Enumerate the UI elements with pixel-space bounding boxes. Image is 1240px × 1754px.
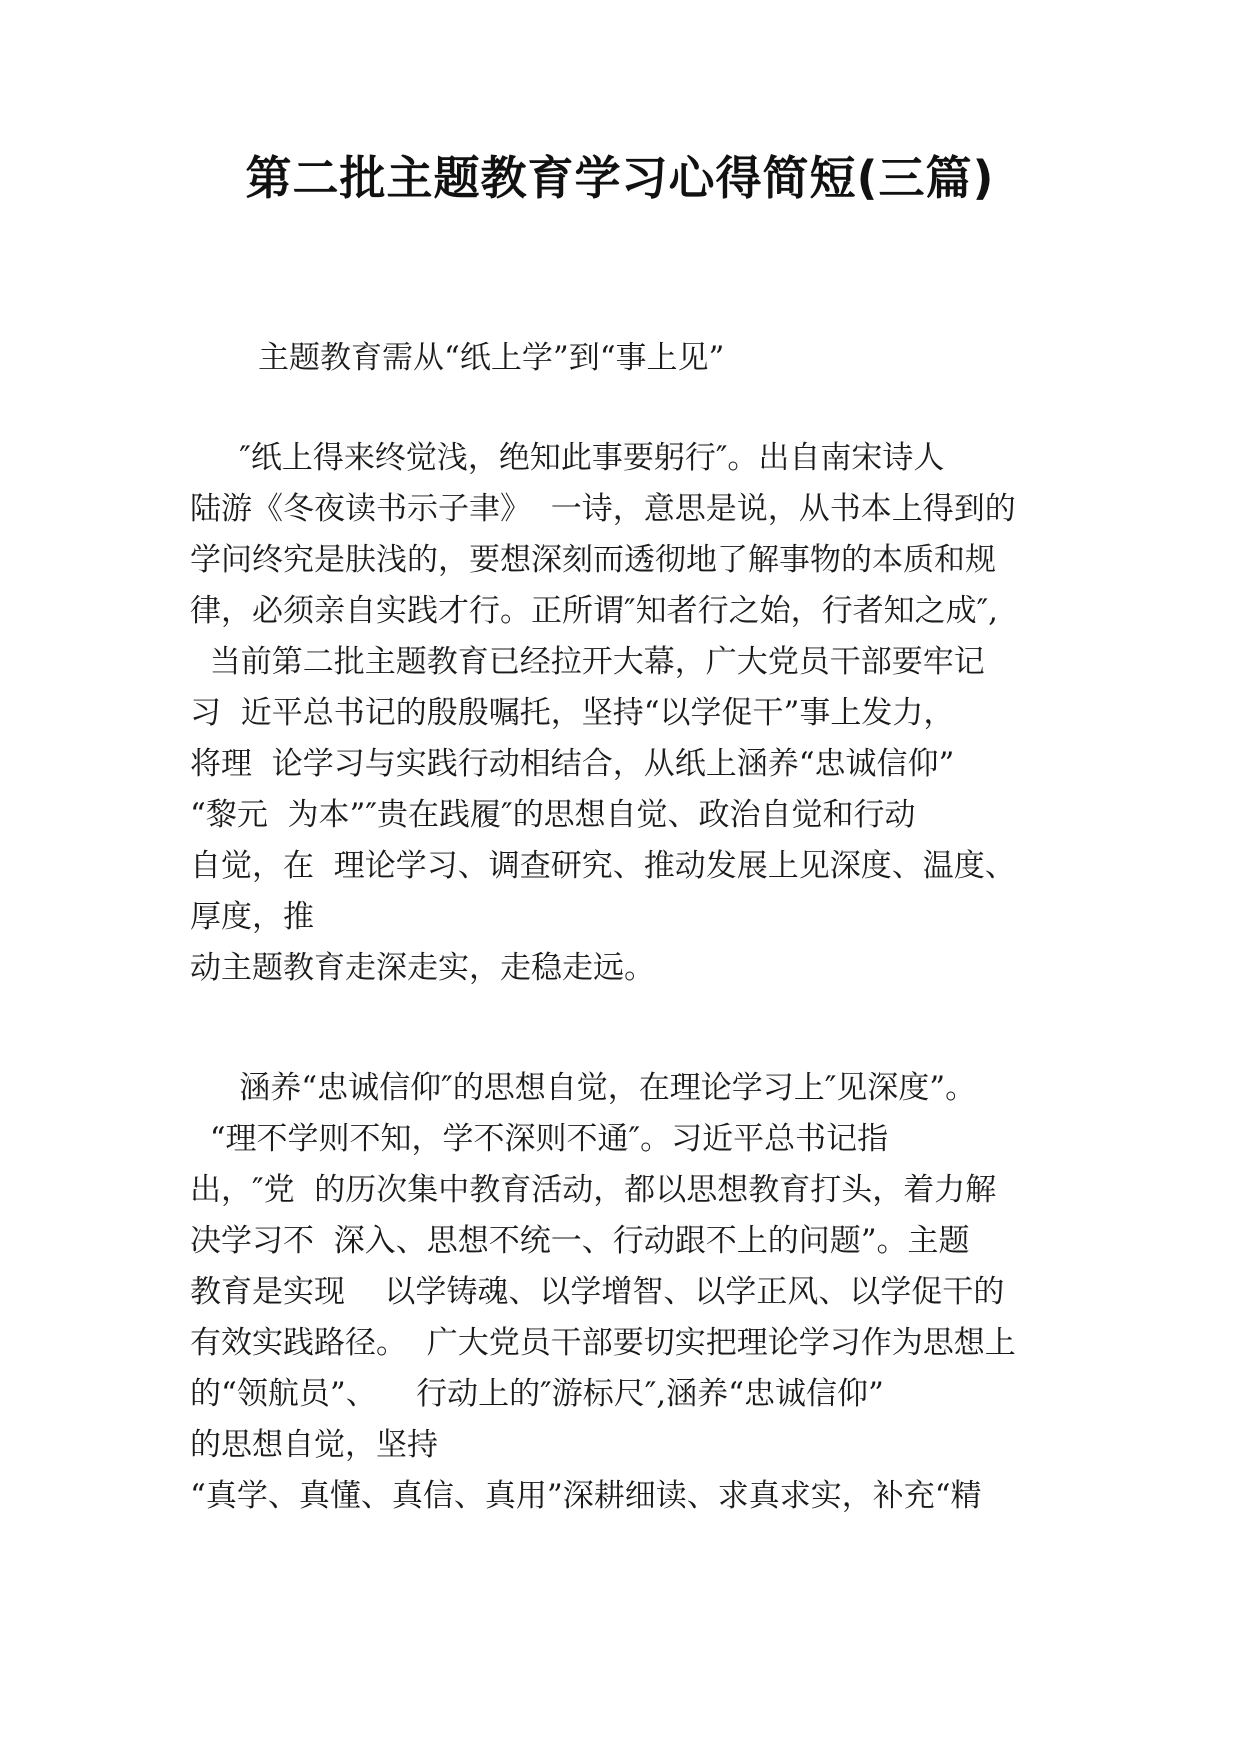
paragraph-line: 自觉，在 理论学习、调查研究、推动发展上见深度、温度、 (190, 848, 1016, 884)
paragraph-line: 涵养“忠诚信仰″的思想自觉，在理论学习上″见深度”。 (190, 1070, 977, 1106)
paragraph-line: 的思想自觉，坚持 (190, 1427, 438, 1463)
paragraph-line: 出，″党 的历次集中教育活动，都以思想教育打头，着力解 (190, 1172, 997, 1208)
paragraph-line: “黎元 为本”″贵在践履″的思想自觉、政治自觉和行动 (190, 797, 916, 833)
paragraph-line: 陆游《冬夜读书示子聿》 一诗，意思是说，从书本上得到的 (190, 491, 1016, 527)
paragraph-line: ″纸上得来终觉浅，绝知此事要躬行″。出自南宋诗人 (190, 440, 945, 476)
paragraph-line: “真学、真懂、真信、真用”深耕细读、求真求实，补充“精 (190, 1478, 982, 1514)
paragraph-line: “理不学则不知，学不深则不通″。习近平总书记指 (190, 1121, 889, 1157)
paragraph-line: 有效实践路径。 广大党员干部要切实把理论学习作为思想上 (190, 1325, 1016, 1361)
paragraph-line: 当前第二批主题教育已经拉开大幕，广大党员干部要牢记 (190, 644, 985, 680)
paragraph-line: 将理 论学习与实践行动相结合，从纸上涵养“忠诚信仰” (190, 746, 955, 782)
document-title: 第二批主题教育学习心得简短(三篇) (245, 151, 995, 205)
paragraph-line: 教育是实现 以学铸魂、以学增智、以学正风、以学促干的 (190, 1274, 1005, 1310)
paragraph-line: 学问终究是肤浅的，要想深刻而透彻地了解事物的本质和规 (190, 542, 996, 578)
paragraph-line: 习 近平总书记的殷殷嘱托，坚持“以学促干”事上发力， (190, 695, 955, 731)
paragraph-line: 决学习不 深入、思想不统一、行动跟不上的问题”。主题 (190, 1223, 970, 1259)
paragraph-line: 的“领航员”、 行动上的″游标尺″,涵养“忠诚信仰” (190, 1376, 884, 1412)
section-heading: 主题教育需从“纸上学”到“事上见” (258, 340, 725, 376)
paragraph-line: 律，必须亲自实践才行。正所谓″知者行之始，行者知之成″, (190, 593, 999, 629)
paragraph-line: 动主题教育走深走实，走稳走远。 (190, 950, 655, 986)
paragraph-line: 厚度，推 (190, 899, 314, 935)
